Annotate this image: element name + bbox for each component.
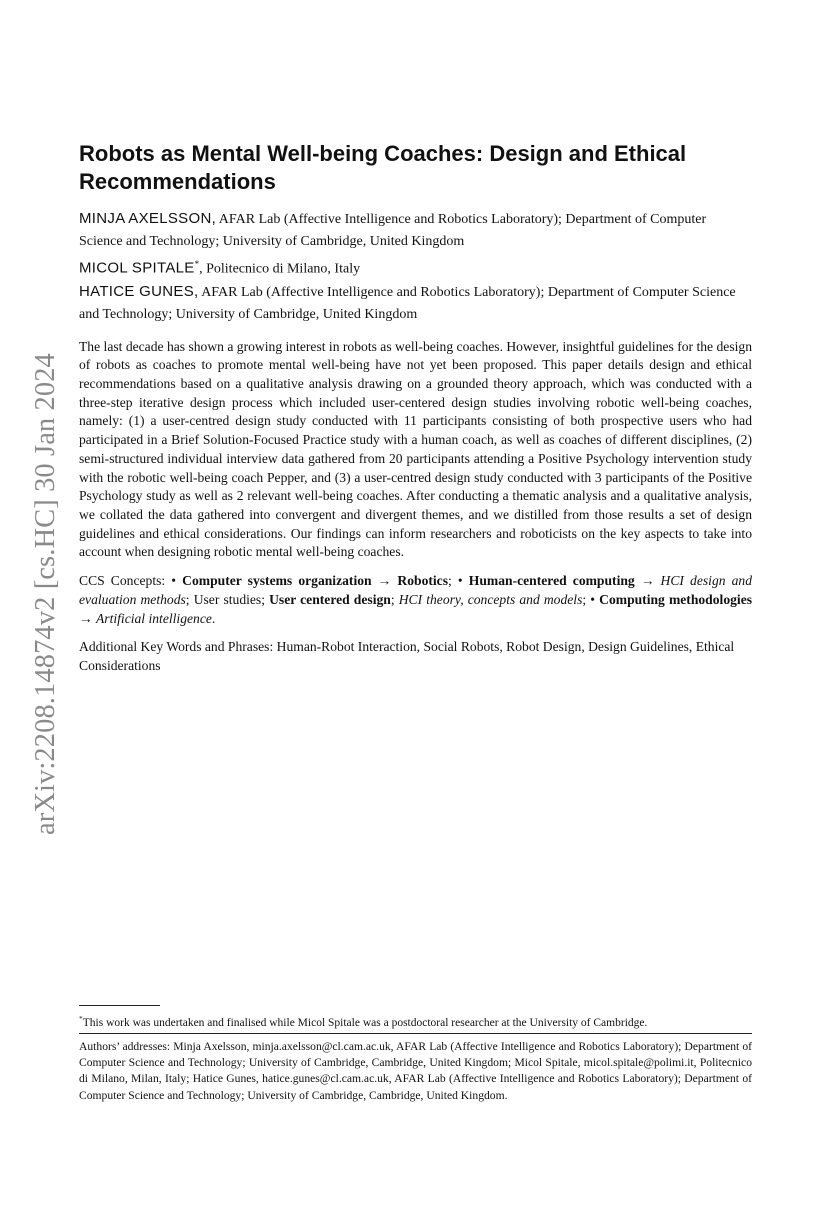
author-name: HATICE GUNES, — [79, 282, 199, 300]
ccs-separator: ; — [390, 591, 399, 607]
ccs-concept: Human-centered computing — [468, 573, 635, 589]
ccs-concept: User centered design — [269, 591, 391, 607]
author-2 — [79, 253, 752, 281]
ccs-arrow: → — [634, 573, 661, 589]
ccs-concept: Artificial intelligence — [96, 610, 212, 626]
ccs-arrow: → — [79, 610, 96, 626]
ccs-concept: User studies — [193, 591, 262, 607]
ccs-separator: ; — [261, 591, 270, 607]
author-name: MINJA AXELSSON, — [79, 210, 217, 227]
footnote-divider — [79, 1005, 160, 1006]
ccs-concept: Robotics — [397, 573, 448, 589]
author-affiliation: AFAR Lab (Affective Intelligence and Robotics Laboratory); Department of Computer Science and Technology; University of Cambridge, United Kingdom — [79, 212, 707, 249]
ccs-concept: Computer systems organization — [182, 573, 372, 589]
author-affiliation: AFAR Lab (Affective Intelligence and Robotics Laboratory); Department of Computer Science and Technology; University of Cambridge, United Kingdom — [79, 284, 736, 322]
ccs-concept: Computing methodologies — [599, 591, 753, 607]
abstract: The last decade has shown a growing interest in robots as well-being coaches. However, insightful guidelines for the design of robots as coaches to promote mental well-being have not yet been proposed. This paper details design and ethical recommendations based on a qualitative analysis drawing on a grounded theory approach, which was conducted with a three-step iterative design process which included user-centered design studies involving robotic well-being coaches, namely: (1) a user-centred design study conducted with 11 participants consisting of both prospective users who had participated in a Brief Solution-Focused Practice study with a human coach, as well as coaches of different disciplines, (2) semi-structured individual interview data gathered from 20 participants attending a Positive Psychology intervention study with the robotic well-being coach Pepper, and (3) a user-centred design study conducted with 3 participants of the Positive Psychology study as well as 2 relevant well-being coaches. After conducting a thematic analysis and a qualitative analysis, we collated the data gathered into convergent and divergent themes, and we distilled from those results a set of design guidelines and ethical considerations. Our findings can inform researchers and roboticists on the key aspects to take into account when designing robotic mental well-being coaches. — [79, 338, 752, 560]
ccs-concept: HCI design and evaluation methods — [79, 573, 753, 607]
ccs-arrow: → — [371, 573, 398, 589]
ccs-concept: HCI theory, concepts and models — [398, 591, 583, 607]
ccs-bullet: • — [171, 573, 183, 589]
front-matter — [79, 140, 752, 676]
ccs-separator: ; — [185, 591, 194, 607]
ccs-bullet: • — [590, 591, 600, 607]
arxiv-identifier: arXiv:2208.14874v2 [cs.HC] 30 Jan 2024 — [30, 353, 61, 835]
addresses-divider — [79, 1033, 752, 1034]
author-name: MICOL SPITALE — [79, 259, 195, 277]
keywords: Additional Key Words and Phrases: Human-Robot Interaction, Social Robots, Robot Design, Design Guidelines, Ethical Considerations — [79, 639, 735, 673]
ccs-concepts — [79, 572, 752, 628]
ccs-separator: ; — [582, 591, 591, 607]
author-1 — [79, 208, 752, 253]
ccs-separator: ; — [448, 573, 458, 589]
author-3 — [79, 281, 752, 326]
footnote-mark: * — [79, 1014, 83, 1023]
paper-title: Robots as Mental Well-being Coaches: Design and Ethical Recommendations — [79, 141, 687, 194]
author-affiliation: , Politecnico di Milano, Italy — [199, 261, 361, 277]
ccs-bullet: • — [457, 573, 469, 589]
ccs-end: . — [211, 610, 216, 626]
footnote — [79, 1011, 752, 1031]
footnote-marker: * — [194, 259, 200, 269]
footnote-text: This work was undertaken and finalised while Micol Spitale was a postdoctoral researcher at the University of Cambridge. — [82, 1016, 648, 1029]
ccs-label: CCS Concepts: — [79, 573, 172, 589]
author-addresses: Authors’ addresses: Minja Axelsson, minja.axelsson@cl.cam.ac.uk, AFAR Lab (Affective Intelligence and Robotics Laboratory); Department of Computer Science and Technology; University of Cambridge, Cambridge, United Kingdom; Micol Spitale, micol.spitale@polimi.it, Politecnico di Milano, Milan, Italy; Hatice Gunes, hatice.gunes@cl.cam.ac.uk, AFAR Lab (Affective Intelligence and Robotics Laboratory); Department of Computer Science and Technology; University of Cambridge, Cambridge, United Kingdom. — [79, 1040, 752, 1102]
